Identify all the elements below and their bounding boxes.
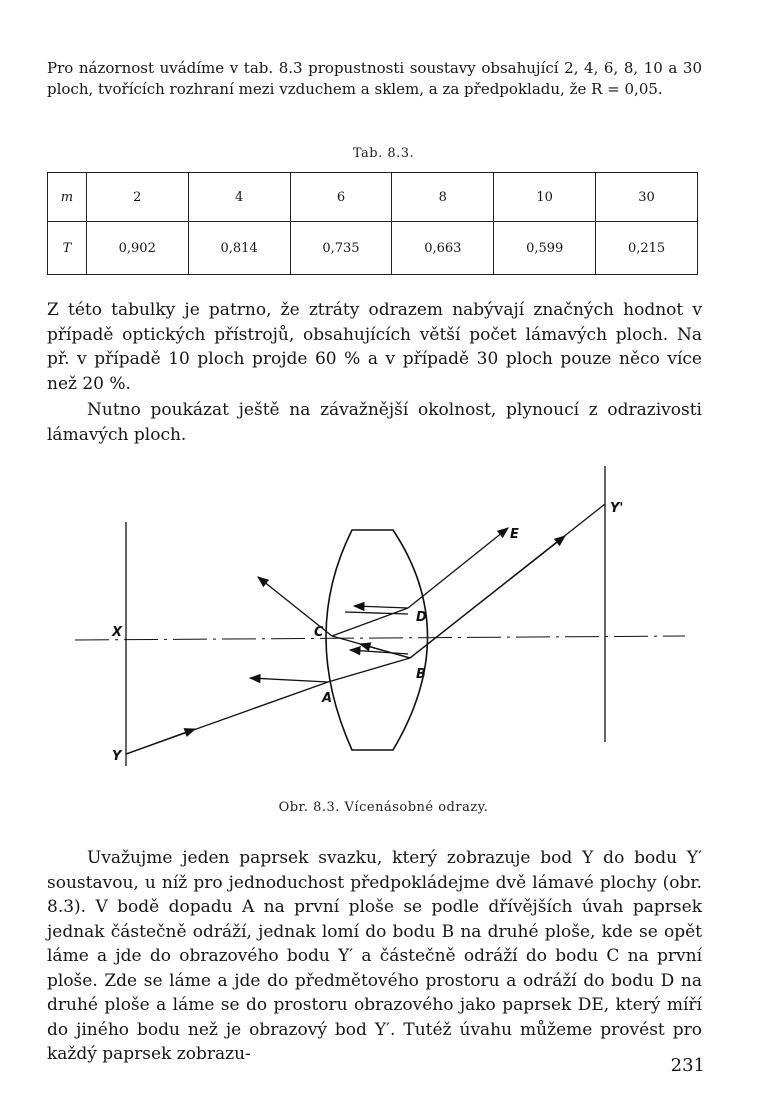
table-cell-m: 2	[86, 173, 188, 222]
paragraph-3: Uvažujme jeden paprsek svazku, který zobrazuje bod Y do bodu Y′ soustavou, u níž pro jednoduchost předpokládejme dvě lámavé plochy (obr. 8.3). V bodě dopadu A na první ploše se podle dřívějších úvah paprsek jednak částečně odráží, jednak lomí do bodu B na druhé ploše, kde se opět láme a jde do obrazového bodu Y′ a částečně odráží do bodu C na první ploše. Zde se láme a jde do předmětového prostoru a odráží do bodu D na druhé ploše a láme se do prostoru obrazového jako paprsek DE, který míří do jiného bodu než je obrazový bod Y′. Tutéž úvahu můžeme provést pro každý paprsek zobrazu-	[47, 848, 702, 1064]
table-cell-m: 30	[596, 173, 698, 222]
ray-d-reflected	[354, 606, 408, 608]
transmittance-table	[47, 172, 698, 275]
ray-minor-1	[345, 612, 408, 614]
label-c: C	[314, 625, 324, 640]
optical-axis	[75, 636, 685, 640]
paragraph-2: Nutno poukázat ještě na závažnější okolnost, plynoucí z odrazivosti lámavých ploch.	[47, 400, 702, 445]
table-cell-t: 0,663	[392, 222, 494, 275]
table-row-t	[48, 222, 698, 275]
label-a: A	[322, 691, 333, 706]
ray-a-to-b	[328, 658, 410, 682]
label-d: D	[416, 610, 427, 625]
table-cell-m: 10	[494, 173, 596, 222]
lens-outline	[326, 530, 428, 750]
figure-caption: Obr. 8.3. Vícenásobné odrazy.	[278, 800, 489, 815]
table-cell-t: 0,814	[188, 222, 290, 275]
intro-paragraph: Pro názornost uvádíme v tab. 8.3 propustnosti soustavy obsahující 2, 4, 6, 8, 10 a 30 ploch, tvořících rozhraní mezi vzduchem a sklem, a za předpokladu, že R = 0,05.	[47, 59, 702, 98]
label-x: X	[112, 625, 123, 640]
page-number: 231	[670, 1055, 705, 1076]
ray-reflected-a	[250, 678, 328, 682]
paragraph-1: Z této tabulky je patrno, že ztráty odrazem nabývají značných hodnot v případě optických přístrojů, obsahujících větší počet lámavých ploch. Na př. v případě 10 ploch projde 60 % a v případě 30 ploch pouze něco více než 20 %.	[47, 300, 702, 394]
ray-d-to-e	[408, 528, 508, 608]
multiple-reflections-figure	[60, 464, 700, 794]
table-cell-t: 0,902	[86, 222, 188, 275]
label-b: B	[416, 667, 426, 682]
label-e: E	[510, 527, 519, 542]
table-caption: Tab. 8.3.	[352, 146, 415, 161]
table-cell-t: 0,735	[290, 222, 392, 275]
table-row-m	[48, 173, 698, 222]
table-cell-m: 6	[290, 173, 392, 222]
ray-to-image-arrow	[410, 536, 565, 658]
label-y-prime: Y'	[610, 501, 624, 516]
table-header-t: T	[48, 222, 87, 275]
ray-incoming-arrow	[126, 729, 195, 754]
table-cell-t: 0,599	[494, 222, 596, 275]
table-cell-m: 4	[188, 173, 290, 222]
ray-minor-2	[350, 650, 408, 654]
label-y: Y	[112, 749, 122, 764]
table-cell-t: 0,215	[596, 222, 698, 275]
table-cell-m: 8	[392, 173, 494, 222]
table-header-m: m	[48, 173, 87, 222]
